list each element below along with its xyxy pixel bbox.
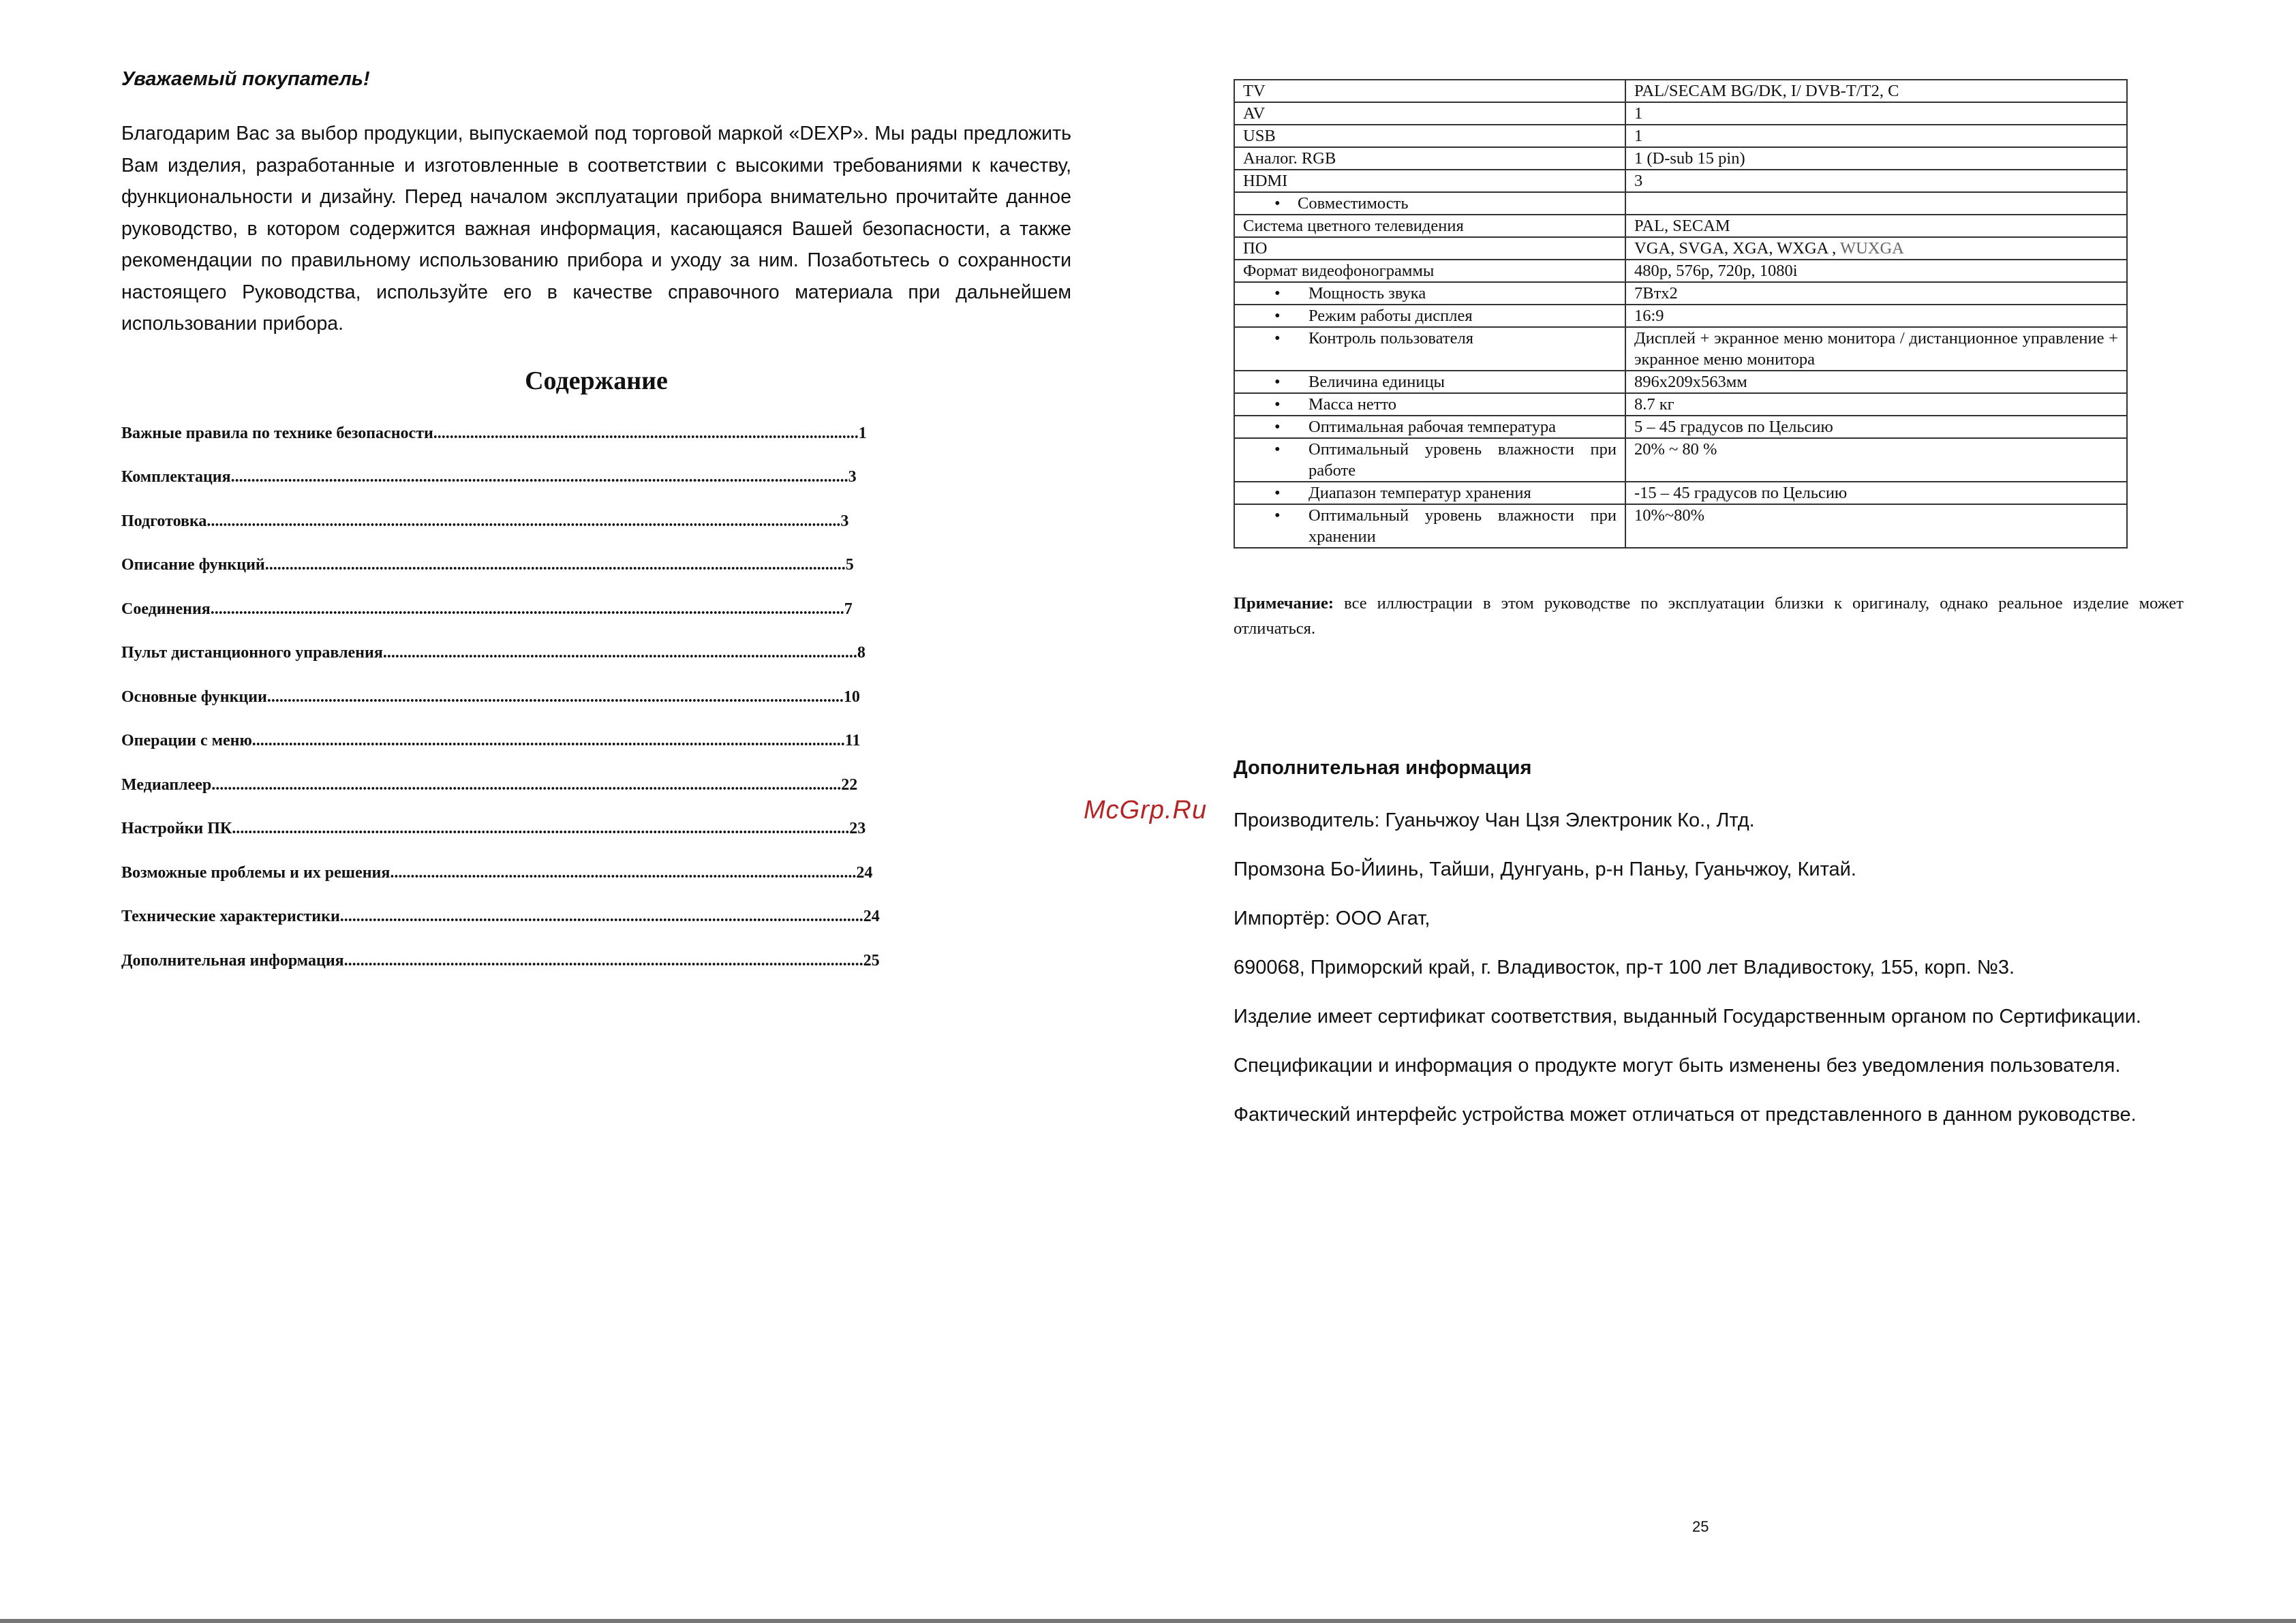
spec-name-text: • Оптимальный уровень влажности при работе [1308, 440, 1617, 480]
spec-name: AV [1234, 102, 1625, 125]
spec-name-text: • Режим работы дисплея [1308, 307, 1473, 325]
spec-name [1234, 393, 1625, 416]
table-row [1234, 237, 2127, 260]
spec-name-text: • Величина единицы [1308, 373, 1445, 391]
spec-value: 7Втx2 [1625, 282, 2127, 305]
spec-value: PAL, SECAM [1625, 215, 2127, 237]
watermark: McGrp.Ru [1084, 796, 1208, 824]
note-text: все иллюстрации в этом руководстве по эксплуатации близки к оригиналу, однако реальное изделие может отличаться. [1234, 594, 2184, 638]
table-row [1234, 192, 2127, 215]
table-row [1234, 482, 2127, 504]
info-line: Импортёр: ООО Агат, [1234, 908, 1430, 929]
spec-value: 5 – 45 градусов по Цельсию [1625, 416, 2127, 438]
info-line: 690068, Приморский край, г. Владивосток, пр-т 100 лет Владивостоку, 155, корп. №3. [1234, 957, 2015, 978]
table-row [1234, 327, 2127, 371]
info-line: Производитель: Гуаньчжоу Чан Цзя Электроник Ко., Лтд. [1234, 809, 1755, 831]
spec-name-text: • Мощность звука [1308, 284, 1426, 303]
spec-name: HDMI [1234, 170, 1625, 192]
spec-name [1234, 371, 1625, 393]
toc-item[interactable]: Настройки ПК.......................................................................................................................................................23 [121, 820, 866, 837]
spec-value: 16:9 [1625, 305, 2127, 327]
table-row [1234, 416, 2127, 438]
spec-name [1234, 192, 1625, 215]
spec-name [1234, 282, 1625, 305]
info-line: Изделие имеет сертификат соответствия, выданный Государственным органом по Сертификации. [1234, 1006, 2141, 1027]
table-row [1234, 102, 2127, 125]
spec-table [1234, 79, 2128, 548]
toc-item[interactable]: Операции с меню.................................................................................................................................................11 [121, 732, 861, 749]
spec-value: PAL/SECAM BG/DK, I/ DVB-T/T2, C [1625, 80, 2127, 102]
spec-name: TV [1234, 80, 1625, 102]
toc-item[interactable]: Дополнительная информация...............................................................................................................................25 [121, 951, 880, 970]
spec-name-text: • Оптимальная рабочая температура [1308, 418, 1556, 436]
toc-item[interactable]: Описание функций..............................................................................................................................................5 [121, 556, 854, 574]
toc-title: Содержание [525, 366, 668, 395]
spec-name: USB [1234, 125, 1625, 147]
page-number: 25 [1692, 1518, 1709, 1535]
spec-value: 10%~80% [1625, 504, 2127, 548]
table-row [1234, 282, 2127, 305]
table-row [1234, 260, 2127, 282]
spec-name-text: • Масса нетто [1308, 395, 1397, 414]
spec-value-extra: WUXGA [1839, 239, 1904, 258]
spec-value: 1 [1625, 102, 2127, 125]
intro-paragraph: Благодарим Вас за выбор продукции, выпускаемой под торговой маркой «DEXP». Мы рады предложить Вам изделия, разработанные и изготовленные в соответствии с высокими требованиями к качеству, функциональности и дизайну. Перед началом эксплуатации прибора внимательно прочитайте данное руководство, в котором содержится важная информация, касающаяся Вашей безопасности, а также рекомендации по правильному использованию прибора и уходу за ним. Позаботьтесь о сохранности настоящего Руководства, используйте его в качестве справочного материала при дальнейшем использовании прибора. [121, 123, 1071, 335]
spec-value: 1 [1625, 125, 2127, 147]
spec-name [1234, 305, 1625, 327]
bottom-divider [0, 1619, 2296, 1623]
table-row [1234, 170, 2127, 192]
spec-value: 3 [1625, 170, 2127, 192]
toc-item[interactable]: Основные функции.............................................................................................................................................10 [121, 687, 860, 706]
spec-name-text: • Диапазон температур хранения [1308, 484, 1531, 502]
additional-info [1234, 757, 2184, 1126]
table-row [1234, 371, 2127, 393]
spec-name [1234, 416, 1625, 438]
toc-item[interactable]: Подготовка...........................................................................................................................................................3 [121, 512, 849, 530]
table-row [1234, 393, 2127, 416]
spec-name [1234, 327, 1625, 371]
spec-value: 480p, 576p, 720p, 1080i [1625, 260, 2127, 282]
spec-name [1234, 438, 1625, 482]
spec-name [1234, 482, 1625, 504]
note [1234, 591, 2184, 641]
spec-value: 20% ~ 80 % [1625, 438, 2127, 482]
left-page [121, 68, 1071, 994]
spec-value: Дисплей + экранное меню монитора / дистанционное управление + экранное меню монитора [1625, 327, 2127, 371]
toc-item[interactable]: Пульт дистанционного управления....................................................................................................................8 [121, 644, 866, 662]
spec-name-text: • Контроль пользователя [1308, 329, 1473, 347]
spec-value: -15 – 45 градусов по Цельсию [1625, 482, 2127, 504]
spec-name: ПО [1234, 237, 1625, 260]
additional-info-title: Дополнительная информация [1234, 757, 1532, 779]
toc-item[interactable]: Медиаплеер..........................................................................................................................................................22 [121, 775, 858, 794]
table-of-contents [121, 423, 1071, 995]
spec-value: 896x209x563мм [1625, 371, 2127, 393]
table-row [1234, 504, 2127, 548]
spec-value: 1 (D-sub 15 pin) [1625, 147, 2127, 170]
toc-item[interactable]: Важные правила по технике безопасности........................................................................................................1 [121, 424, 867, 442]
spec-name [1234, 504, 1625, 548]
spec-name: Формат видеофонограммы [1234, 260, 1625, 282]
spec-value [1625, 237, 2127, 260]
table-row [1234, 147, 2127, 170]
spec-value [1625, 192, 2127, 215]
spec-value: 8.7 кг [1625, 393, 2127, 416]
table-row [1234, 125, 2127, 147]
toc-item[interactable]: Возможные проблемы и их решения..................................................................................................................24 [121, 863, 873, 882]
table-row [1234, 215, 2127, 237]
info-line: Спецификации и информация о продукте могут быть изменены без уведомления пользователя. [1234, 1055, 2121, 1077]
table-row [1234, 80, 2127, 102]
table-row [1234, 305, 2127, 327]
toc-item[interactable]: Технические характеристики................................................................................................................................24 [121, 908, 880, 925]
info-line: Промзона Бо-Йиинь, Тайши, Дунгуань, р-н Паньу, Гуаньчжоу, Китай. [1234, 859, 1856, 880]
spec-value-text: VGA, SVGA, XGA, WXGA , [1634, 239, 1837, 258]
greeting: Уважаемый покупатель! [121, 68, 370, 90]
info-line: Фактический интерфейс устройства может отличаться от представленного в данном руководстве. [1234, 1104, 2137, 1126]
note-label: Примечание: [1234, 594, 1334, 613]
toc-item[interactable]: Комплектация.......................................................................................................................................................3 [121, 468, 857, 486]
spec-name-text: • Оптимальный уровень влажности при хранении [1308, 506, 1617, 546]
toc-item[interactable]: Соединения...........................................................................................................................................................7 [121, 600, 853, 618]
spec-name-text: • Совместимость [1298, 194, 1409, 213]
table-row [1234, 438, 2127, 482]
spec-name: Аналог. RGB [1234, 147, 1625, 170]
right-page [1234, 79, 2184, 1153]
spec-name: Система цветного телевидения [1234, 215, 1625, 237]
